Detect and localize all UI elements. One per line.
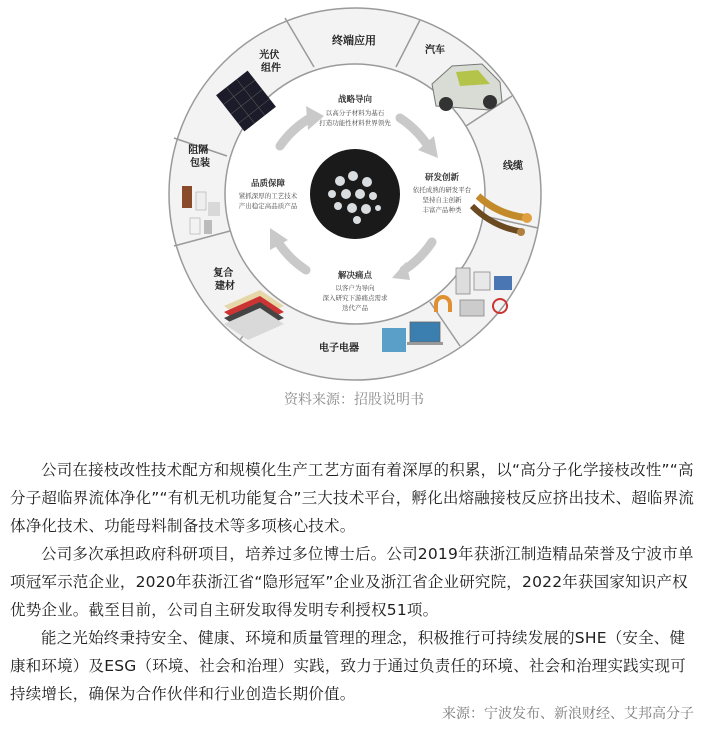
stage-rnd-title: 研发创新 bbox=[424, 173, 460, 183]
stage-strategy-line1: 以高分子材料为基石 bbox=[325, 109, 385, 117]
label-pv-l1: 光伏 bbox=[259, 50, 280, 61]
stage-rnd-line3: 丰富产品种类 bbox=[422, 206, 462, 214]
label-terminal-apps: 终端应用 bbox=[332, 34, 376, 47]
label-cable: 线缆 bbox=[503, 161, 523, 172]
label-composite-l2: 建材 bbox=[215, 281, 235, 292]
paragraph-2: 公司多次承担政府科研项目，培养过多位博士后。公司2019年获浙江制造精品荣誉及宁波市单项冠军示范企业，2020年获浙江省“隐形冠军”企业及浙江省企业研究院，2022年获国家知识产权优势企业。截至目前，公司自主研发取得发明专利授权51项。 bbox=[10, 545, 694, 619]
source-credit: 来源：宁波发布、新浪财经、艾邦高分子 bbox=[442, 706, 694, 722]
stage-solve-line3: 迭代产品 bbox=[342, 304, 368, 312]
paragraph-3: 能之光始终秉持安全、健康、环境和质量管理的理念，积极推行可持续发展的SHE（安全、健康和环境）及ESG（环境、社会和治理）实践，致力于通过负责任的环境、社会和治理实践实现可持续增长，确保为合作伙伴和行业创造长期价值。 bbox=[10, 629, 686, 703]
label-barrier-l2: 包装 bbox=[190, 158, 210, 169]
stage-solve-line2: 深入研究下游痛点需求 bbox=[322, 294, 388, 302]
stage-quality-title: 品质保障 bbox=[250, 179, 286, 189]
stage-quality-line1: 紧抓深厚的工艺技术 bbox=[238, 192, 298, 200]
stage-strategy-line2: 打造功能性材料世界领先 bbox=[319, 119, 391, 127]
stage-rnd-line2: 坚持自主创新 bbox=[422, 196, 462, 204]
label-composite-l1: 复合 bbox=[213, 268, 234, 279]
label-barrier-l1: 阻隔 bbox=[188, 145, 209, 156]
figure-caption: 资料来源：招股说明书 bbox=[284, 392, 424, 408]
business-model-diagram bbox=[160, 6, 550, 384]
stage-rnd-line1: 依托成熟的研发平台 bbox=[412, 186, 472, 194]
label-electronics: 电子电器 bbox=[319, 343, 359, 354]
paragraph-1: 公司在接枝改性技术配方和规模化生产工艺方面有着深厚的积累，以“高分子化学接枝改性”“高分子超临界流体净化”“有机无机功能复合”三大技术平台，孵化出熔融接枝反应挤出技术、超临界流体净化技术、功能母料制备技术等多项核心技术。 bbox=[10, 461, 695, 535]
stage-quality-line2: 产出稳定高品质产品 bbox=[238, 202, 298, 210]
stage-solve-line1: 以客户为导向 bbox=[335, 284, 375, 292]
label-auto: 汽车 bbox=[425, 45, 445, 56]
article-body bbox=[10, 456, 696, 708]
stage-solve-title: 解决痛点 bbox=[337, 271, 373, 281]
stage-strategy-title: 战略导向 bbox=[337, 95, 373, 105]
label-pv-l2: 组件 bbox=[261, 63, 281, 74]
